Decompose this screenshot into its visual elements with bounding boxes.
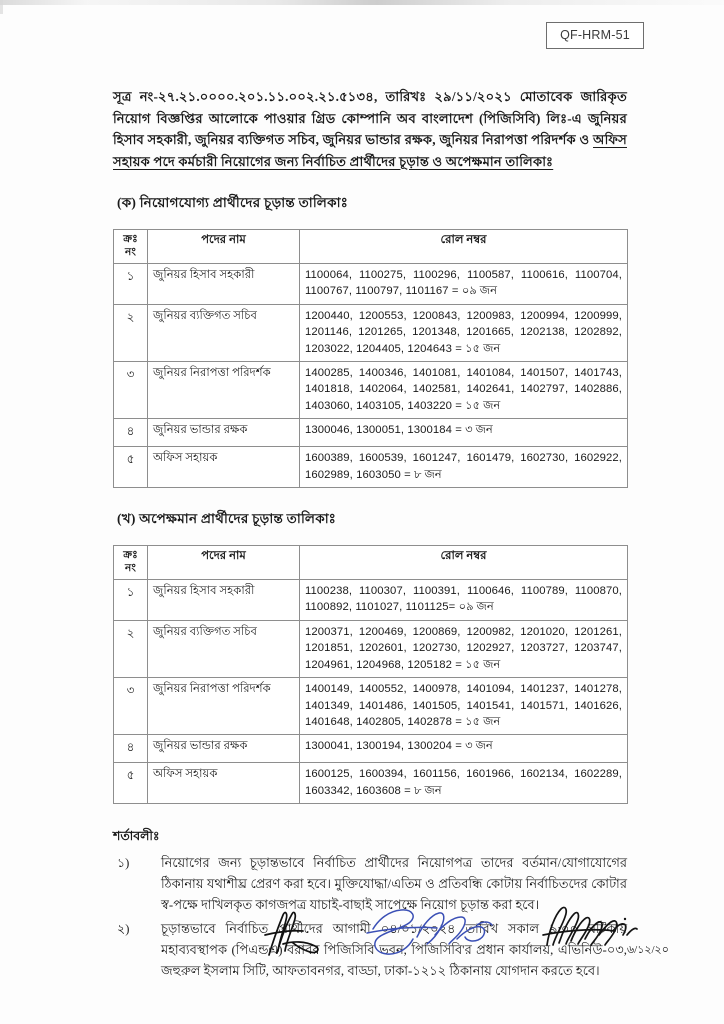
cell-post: জুনিয়র ভান্ডার রক্ষক xyxy=(148,735,300,763)
roll-count: ১৫ জন xyxy=(465,715,501,728)
cell-serial: ১ xyxy=(114,580,148,621)
cell-serial: ৪ xyxy=(114,735,148,763)
cell-roll-numbers xyxy=(300,304,628,361)
column-header-post: পদের নাম xyxy=(148,546,300,580)
cell-roll-numbers xyxy=(300,620,628,677)
cell-post: জুনিয়র হিসাব সহকারী xyxy=(148,580,300,621)
cell-serial: ১ xyxy=(114,264,148,305)
column-header-roll: রোল নম্বর xyxy=(300,546,628,580)
scan-edge-artifact xyxy=(0,0,724,5)
condition-number: ১) xyxy=(117,856,130,871)
document-body xyxy=(113,86,627,985)
cell-serial: ৫ xyxy=(114,763,148,804)
roll-count: ৮ জন xyxy=(414,784,442,797)
condition-number: ২) xyxy=(117,922,130,937)
roll-count: ০৯ জন xyxy=(458,601,494,614)
cell-roll-numbers xyxy=(300,419,628,447)
cell-serial: ২ xyxy=(114,304,148,361)
waiting-list-table xyxy=(113,545,628,804)
cell-roll-numbers xyxy=(300,362,628,419)
table-row xyxy=(114,735,628,763)
roll-list: 1600125, 1600394, 1601156, 1601966, 1602134, 1602289, 1603342, 1603608 = ৮ জন xyxy=(305,768,622,797)
roll-list: 1100064, 1100275, 1100296, 1100587, 1100616, 1100704, 1100767, 1100797, 1101167 = ০৯ জন xyxy=(305,269,622,298)
cell-serial: ২ xyxy=(114,620,148,677)
intro-paragraph xyxy=(113,86,627,172)
final-selected-table xyxy=(113,229,628,488)
roll-count: ১৫ জন xyxy=(465,399,501,412)
signature-third xyxy=(541,905,669,961)
cell-post: জুনিয়র ব্যক্তিগত সচিব xyxy=(148,304,300,361)
cell-roll-numbers xyxy=(300,447,628,488)
intro-text: সূত্র নং-২৭.২১.০০০০.২০১.১১.০০২.২১.৫১৩৪, তারিখঃ ২৯/১১/২০২১ মোতাবেক জারিকৃত নিয়োগ বিজ্ঞপ্তির আলোকে পাওয়ার গ্রিড কোম্পানি অব বাংলাদেশ (পিজিসিবি) লিঃ-এ জুনিয়র হিসাব সহকারী, জুনিয়র ব্যক্তিগত সচিব, জুনিয়র ভান্ডার রক্ষক, জুনিয়র নিরাপত্তা পরিদর্শক ও xyxy=(113,89,627,147)
signature-date: ৬/১২/২০ xyxy=(627,944,669,956)
table-row xyxy=(114,304,628,361)
signature-second xyxy=(365,907,495,959)
table-row xyxy=(114,580,628,621)
table-row xyxy=(114,362,628,419)
roll-list: 1400285, 1400346, 1401081, 1401084, 1401507, 1401743, 1401818, 1402064, 1402581, 1402641, 1402797, 1402886, 1403060, 1403105, 1403220 = ১৫ জন xyxy=(305,367,622,412)
roll-count: ০৯ জন xyxy=(461,285,497,298)
cell-roll-numbers xyxy=(300,763,628,804)
roll-list: 1300046, 1300051, 1300184 = ৩ জন xyxy=(305,424,493,437)
form-code-box: QF-HRM-51 xyxy=(546,22,644,49)
cell-roll-numbers xyxy=(300,735,628,763)
intro-text-underlined: অফিস সহায়ক পদে কর্মচারী নিয়োগের জন্য নির্বাচিত প্রার্থীদের চূড়ান্ত ও অপেক্ষমান তালিকাঃ xyxy=(113,132,627,169)
roll-list: 1200371, 1200469, 1200869, 1200982, 1201020, 1201261, 1201851, 1202601, 1202730, 1202927, 1203727, 1203747, 1204961, 1204968, 1205182 = ১৫ জন xyxy=(305,625,622,671)
table-header-row xyxy=(114,546,628,580)
cell-post: জুনিয়র নিরাপত্তা পরিদর্শক xyxy=(148,362,300,419)
roll-list: 1600389, 1600539, 1601247, 1601479, 1602730, 1602922, 1602989, 1603050 = ৮ জন xyxy=(305,452,622,481)
table-row xyxy=(114,678,628,735)
cell-post: জুনিয়র ভান্ডার রক্ষক xyxy=(148,419,300,447)
roll-list: 1300041, 1300194, 1300204 = ৩ জন xyxy=(305,740,493,753)
cell-post: অফিস সহায়ক xyxy=(148,763,300,804)
cell-serial: ৪ xyxy=(114,419,148,447)
condition-text: নিয়োগের জন্য চূড়ান্তভাবে নির্বাচিত প্রার্থীদের নিয়োগপত্র তাদের বর্তমান/যোগাযোগের ঠিকানায় যথাশীঘ্র প্রেরণ করা হবে। মুক্তিযোদ্ধা/এতিম ও প্রতিবন্ধি কোটায় নির্বাচিতদের কোটার স্ব-পক্ষে দাখিলকৃত কাগজপত্র যাচাই-বাছাই সাপেক্ষে নিয়োগ চূড়ান্ত করা হবে। xyxy=(161,856,627,913)
cell-roll-numbers xyxy=(300,678,628,735)
cell-roll-numbers xyxy=(300,264,628,305)
roll-list: 1400149, 1400552, 1400978, 1401094, 1401237, 1401278, 1401349, 1401486, 1401505, 1401541, 1401571, 1401626, 1401648, 1402805, 1402878 = ১৫ জন xyxy=(305,683,622,728)
section-a-title: (ক) নিয়োগযোগ্য প্রার্থীদের চূড়ান্ত তালিকাঃ xyxy=(117,195,349,210)
roll-count: ১৫ জন xyxy=(465,342,501,355)
roll-count: ৩ জন xyxy=(465,740,493,753)
cell-post: জুনিয়র ব্যক্তিগত সচিব xyxy=(148,620,300,677)
conditions-heading: শর্তাবলীঃ xyxy=(113,829,160,844)
table-header-row xyxy=(114,230,628,264)
roll-count: ৮ জন xyxy=(414,468,442,481)
roll-count: ৩ জন xyxy=(465,424,493,437)
condition-text: চূড়ান্তভাবে নির্বাচিত প্রার্থীদের আগামী ০৪/০১/২০২৪ তারিখ সকাল ৯:০০ ঘটিকায় মহাব্যবস্থাপক (পিএন্ডএ) বরাবর পিজিসিবি ভবন, পিজিসিবি'র প্রধান কার্যালয়, এভিনিউ-০৩, জহুরুল ইসলাম সিটি, আফতাবনগর, বাড্ডা, ঢাকা-১২১২ ঠিকানায় যোগদান করতে হবে। xyxy=(161,922,627,979)
table-row xyxy=(114,620,628,677)
column-header-roll: রোল নম্বর xyxy=(300,230,628,264)
cell-serial: ৩ xyxy=(114,678,148,735)
roll-list: 1200440, 1200553, 1200843, 1200983, 1200994, 1200999, 1201146, 1201265, 1201348, 1201665, 1202138, 1202892, 1203022, 1204405, 1204643 = ১৫ জন xyxy=(305,309,622,355)
table-row xyxy=(114,419,628,447)
cell-post: জুনিয়র নিরাপত্তা পরিদর্শক xyxy=(148,678,300,735)
cell-post: অফিস সহায়ক xyxy=(148,447,300,488)
cell-post: জুনিয়র হিসাব সহকারী xyxy=(148,264,300,305)
cell-serial: ৫ xyxy=(114,447,148,488)
column-header-serial: ক্রঃ নং xyxy=(114,230,148,264)
roll-count: ১৫ জন xyxy=(465,658,501,671)
column-header-post: পদের নাম xyxy=(148,230,300,264)
cell-serial: ৩ xyxy=(114,362,148,419)
table-row xyxy=(114,447,628,488)
section-b-title: (খ) অপেক্ষমান প্রার্থীদের চূড়ান্ত তালিকাঃ xyxy=(117,511,337,527)
roll-list: 1100238, 1100307, 1100391, 1100646, 1100789, 1100870, 1100892, 1101027, 1101125= ০৯ জন xyxy=(305,585,622,614)
signature-first xyxy=(263,911,333,957)
table-row xyxy=(114,763,628,804)
scan-edge-left-artifact xyxy=(0,0,3,14)
signature-area xyxy=(113,905,669,975)
cell-roll-numbers xyxy=(300,580,628,621)
column-header-serial: ক্রঃ নং xyxy=(114,546,148,580)
table-row xyxy=(114,264,628,305)
